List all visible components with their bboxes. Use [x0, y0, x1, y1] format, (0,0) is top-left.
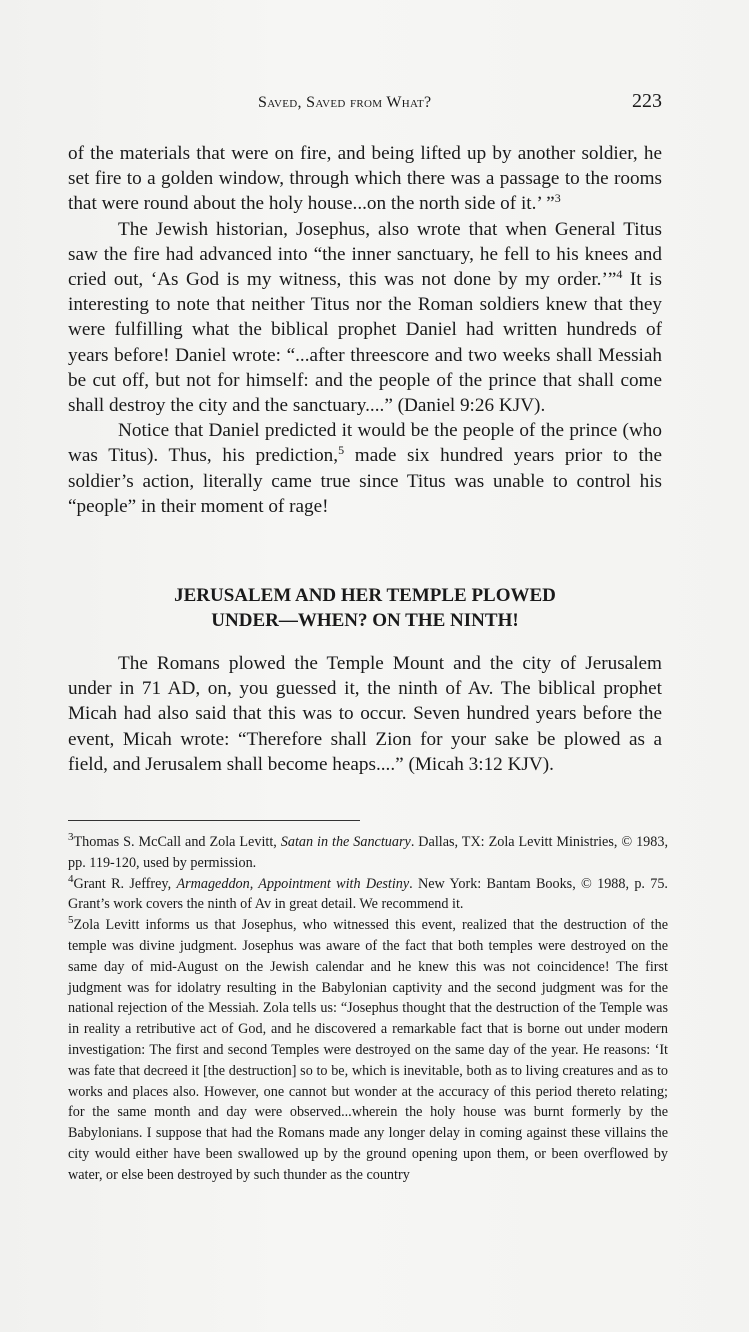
footnote-text: Thomas S. McCall and Zola Levitt,	[73, 834, 281, 850]
footnote-3	[68, 832, 668, 874]
footnote-book-title: Satan in the Sanctuary	[280, 834, 411, 850]
section-heading-line-1: JERUSALEM AND HER TEMPLE PLOWED	[174, 585, 556, 606]
section-body-text	[68, 651, 662, 777]
paragraph-text: of the materials that were on fire, and being lifted up by another soldier, he set fire to a golden window, through which there was a passage to the rooms that were round about the holy house...on the north side of it.’ ”	[68, 143, 662, 215]
paragraph-continuation	[68, 141, 662, 217]
footnote-5	[68, 915, 668, 1185]
paragraph-text: Notice that Daniel predicted it would be the people of the prince (who was Titus). Thus, his prediction,	[68, 420, 662, 467]
page-header	[68, 90, 662, 120]
paragraph-text: The Jewish historian, Josephus, also wrote that when General Titus saw the fire had advanced into “the inner sanctuary, he fell to his knees and cried out, ‘As God is my witness, this was not done by my order.’”	[68, 218, 662, 291]
footnote-number: 4	[68, 872, 74, 885]
footnote-ref-4: 4	[616, 267, 623, 282]
paragraph-text: made six hundred years prior to the soldier’s action, literally came true since Titus was unable to control his “people” in their moment of rage!	[68, 445, 662, 517]
footnote-ref-3: 3	[554, 191, 561, 206]
footnote-book-title: Armageddon, Appointment with Destiny	[176, 875, 410, 892]
footnote-ref-5: 5	[338, 443, 345, 458]
footnote-number: 5	[68, 914, 74, 927]
footnote-text: . Dallas, TX: Zola Levitt Ministries, © 1983, pp. 119-120, used by permission.	[68, 834, 668, 871]
paragraph-josephus	[68, 217, 662, 419]
page-number: 223	[632, 90, 662, 112]
running-head: Saved, Saved from What?	[258, 94, 432, 111]
footnote-text: Grant R. Jeffrey,	[73, 875, 177, 892]
footnote-text: . New York: Bantam Books, © 1988, p. 75. Grant’s work covers the ninth of Av in great detail. We recommend it.	[68, 875, 668, 913]
footnotes	[68, 832, 668, 1186]
body-text	[68, 141, 662, 519]
section-heading	[68, 583, 662, 633]
paragraph-text: It is interesting to note that neither Titus nor the Roman soldiers knew that they were fulfilling what the biblical prophet Daniel had written hundreds of years before! Daniel wrote: “...after threescore and two weeks shall Messiah be cut off, but not for himself: and the people of the prince that shall come shall destroy the city and the sanctuary....” (Daniel 9:26 KJV).	[68, 269, 662, 417]
paragraph-daniel-prediction	[68, 418, 662, 519]
paragraph-romans-plowed: The Romans plowed the Temple Mount and the city of Jerusalem under in 71 AD, on, you guessed it, the ninth of Av. The biblical prophet Micah had also said that this was to occur. Seven hundred years before the event, Micah wrote: “Therefore shall Zion for your sake be plowed as a field, and Jerusalem shall become heaps....” (Micah 3:12 KJV).	[68, 653, 662, 775]
footnote-text: Zola Levitt informs us that Josephus, who witnessed this event, realized that the destruction of the temple was divine judgment. Josephus was aware of the fact that both temples were destroyed on the same day of mid-August on the Jewish calendar and he knew this was not coincidence! The first judgment was for idolatry resulting in the Babylonian captivity and the second judgment was for the national rejection of the Messiah. Zola tells us: “Josephus thought that the destruction of the Temple was in reality a retributive act of God, and he discovered a remarkable fact that is borne out under modern investigation: The first and second Temples were destroyed on the same day of the year. He reasons: ‘It was fate that decreed it [the destruction] so to be, which is inevitable, both as to living creatures and as to works and places also. However, one cannot but wonder at the accuracy of this period thereto relating; for the same month and day were observed...wherein the holy house was burnt formerly by the Babylonians. I suppose that had the Romans made any longer delay in coming against these villains the city would either have been swallowed up by the ground opening upon them, or been overflowed by water, or else been destroyed by such thunder as the country	[68, 917, 668, 1183]
footnote-divider	[68, 820, 360, 821]
section-heading-line-2: UNDER—WHEN? ON THE NINTH!	[211, 610, 519, 631]
footnote-4	[68, 874, 668, 916]
footnote-number: 3	[68, 831, 74, 843]
